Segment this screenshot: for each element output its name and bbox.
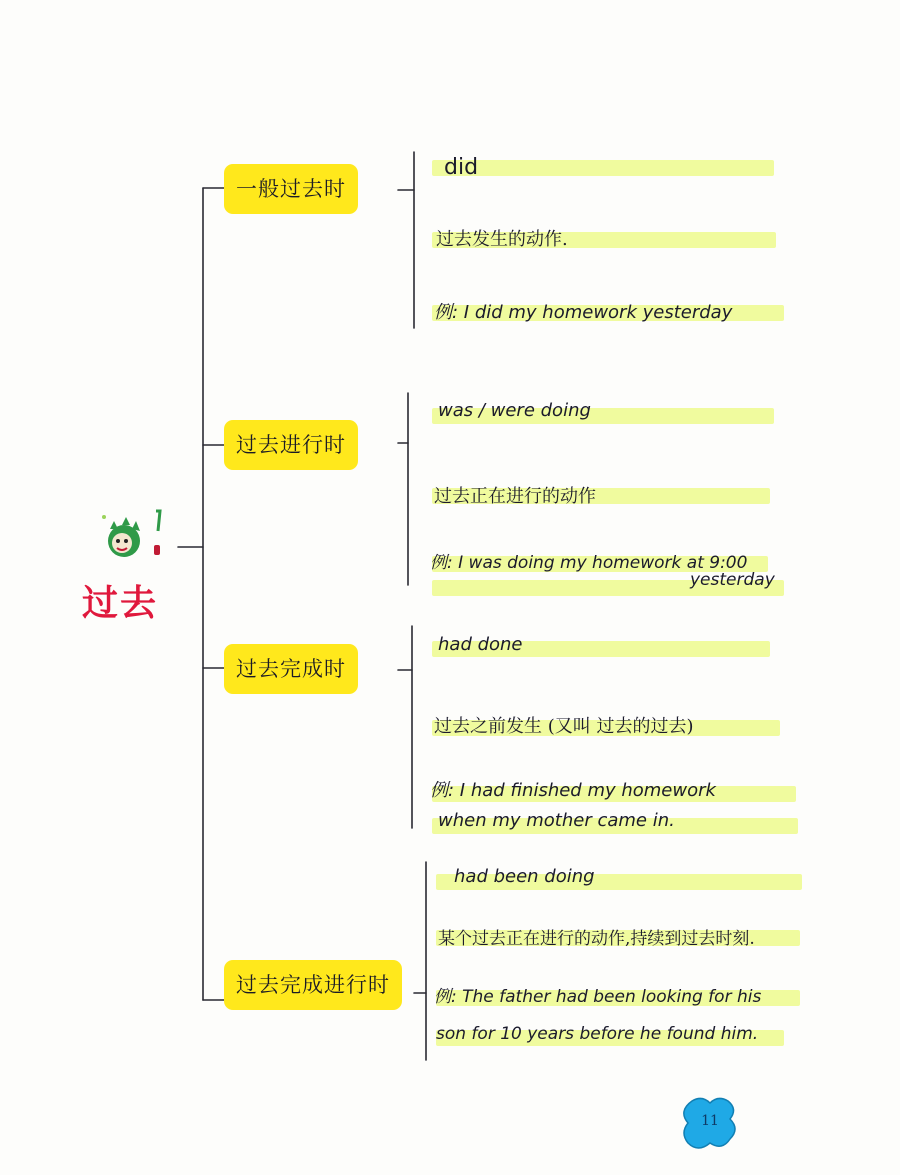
example-text: yesterday [690,570,775,590]
form-text: did [444,155,479,180]
example-text: 例: The father had been looking for his [434,987,762,1007]
highlight [432,160,774,176]
meaning-text: 某个过去正在进行的动作,持续到过去时刻. [438,929,755,949]
node-past-continuous: 过去进行时 [224,420,358,470]
meaning-text: 过去正在进行的动作 [434,486,596,507]
form-text: had done [438,634,523,655]
example-text: 例: I was doing my homework at 9:00 [430,553,748,573]
example-text: son for 10 years before he found him. [436,1024,759,1044]
node-past-perfect-continuous: 过去完成进行时 [224,960,402,1010]
form-text: was / were doing [438,400,591,421]
meaning-text: 过去发生的动作. [436,229,568,250]
root-topic: 过去 [82,582,159,624]
dinosaur-sticker-icon [98,505,170,569]
form-text: had been doing [454,866,595,887]
example-text: when my mother came in. [438,810,675,831]
example-text: 例: I had finished my homework [430,780,716,801]
example-text: 例: I did my homework yesterday [434,302,733,323]
node-simple-past: 一般过去时 [224,164,358,214]
node-past-perfect: 过去完成时 [224,644,358,694]
page-number: 11 [701,1113,719,1129]
meaning-text: 过去之前发生 (又叫 过去的过去) [434,716,694,737]
